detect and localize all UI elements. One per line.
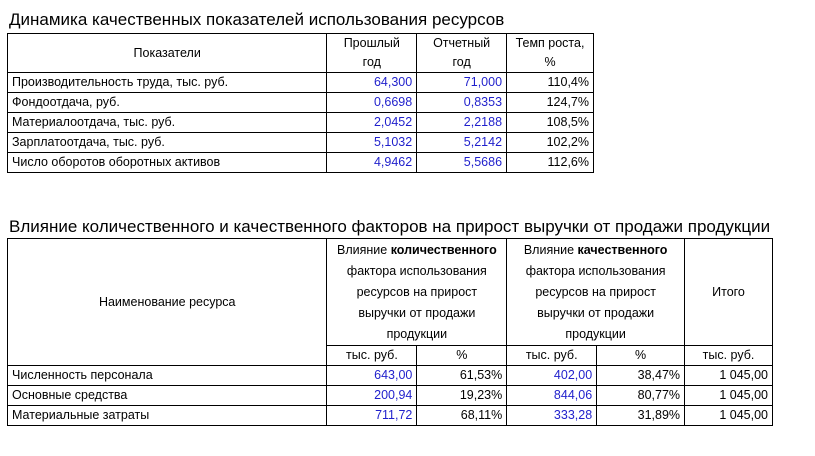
table-row: [8, 386, 773, 406]
row-name: Фондоотдача, руб.: [8, 93, 327, 113]
growth-rate: 112,6%: [507, 153, 594, 173]
header-growth-rate: Темп роста, %: [507, 34, 594, 73]
prev-value: 0,6698: [327, 93, 417, 113]
table-row: [8, 113, 594, 133]
row-name: Зарплатоотдача, тыс. руб.: [8, 133, 327, 153]
qual-pct: 31,89%: [597, 406, 685, 426]
qual-rub: 844,06: [507, 386, 597, 406]
header-resource: Наименование ресурса: [8, 239, 327, 366]
table-row: [8, 73, 594, 93]
subheader-pct: %: [417, 346, 507, 366]
curr-value: 2,2188: [417, 113, 507, 133]
qual-pct: 80,77%: [597, 386, 685, 406]
qual-pct: 38,47%: [597, 366, 685, 386]
subheader-rub: тыс. руб.: [507, 346, 597, 366]
quant-pct: 68,11%: [417, 406, 507, 426]
qual-rub: 333,28: [507, 406, 597, 426]
row-name: Материалоотдача, тыс. руб.: [8, 113, 327, 133]
prev-value: 4,9462: [327, 153, 417, 173]
prev-value: 64,300: [327, 73, 417, 93]
total-value: 1 045,00: [685, 366, 773, 386]
row-name: Материальные затраты: [8, 406, 327, 426]
growth-rate: 102,2%: [507, 133, 594, 153]
curr-value: 0,8353: [417, 93, 507, 113]
growth-rate: 108,5%: [507, 113, 594, 133]
quant-rub: 200,94: [327, 386, 417, 406]
header-current-year: Отчетный год: [417, 34, 507, 73]
prev-value: 2,0452: [327, 113, 417, 133]
factor-influence-table: [7, 238, 773, 426]
quant-rub: 643,00: [327, 366, 417, 386]
subheader-pct: %: [597, 346, 685, 366]
table1-title: Динамика качественных показателей использования ресурсов: [9, 10, 505, 29]
row-name: Основные средства: [8, 386, 327, 406]
total-value: 1 045,00: [685, 406, 773, 426]
growth-rate: 110,4%: [507, 73, 594, 93]
header-quantitative: Влияние количественного фактора использования ресурсов на прирост выручки от продажи продукции: [327, 239, 507, 346]
table1-header-row: [8, 34, 594, 73]
table-row: [8, 93, 594, 113]
table2-title: Влияние количественного и качественного факторов на прирост выручки от продажи продукции: [9, 217, 771, 236]
table-row: [8, 133, 594, 153]
quality-indicators-table: [7, 33, 594, 173]
table-row: [8, 366, 773, 386]
row-name: Число оборотов оборотных активов: [8, 153, 327, 173]
subheader-rub: тыс. руб.: [685, 346, 773, 366]
prev-value: 5,1032: [327, 133, 417, 153]
row-name: Численность персонала: [8, 366, 327, 386]
quant-pct: 61,53%: [417, 366, 507, 386]
quant-rub: 711,72: [327, 406, 417, 426]
total-value: 1 045,00: [685, 386, 773, 406]
curr-value: 71,000: [417, 73, 507, 93]
table-row: [8, 406, 773, 426]
table-row: [8, 153, 594, 173]
growth-rate: 124,7%: [507, 93, 594, 113]
header-indicator: Показатели: [8, 34, 327, 73]
table2-header-row: [8, 239, 773, 346]
row-name: Производительность труда, тыс. руб.: [8, 73, 327, 93]
subheader-rub: тыс. руб.: [327, 346, 417, 366]
header-total: Итого: [685, 239, 773, 346]
quant-pct: 19,23%: [417, 386, 507, 406]
header-qualitative: Влияние качественного фактора использования ресурсов на прирост выручки от продажи продукции: [507, 239, 685, 346]
curr-value: 5,2142: [417, 133, 507, 153]
curr-value: 5,5686: [417, 153, 507, 173]
header-prev-year: Прошлый год: [327, 34, 417, 73]
qual-rub: 402,00: [507, 366, 597, 386]
